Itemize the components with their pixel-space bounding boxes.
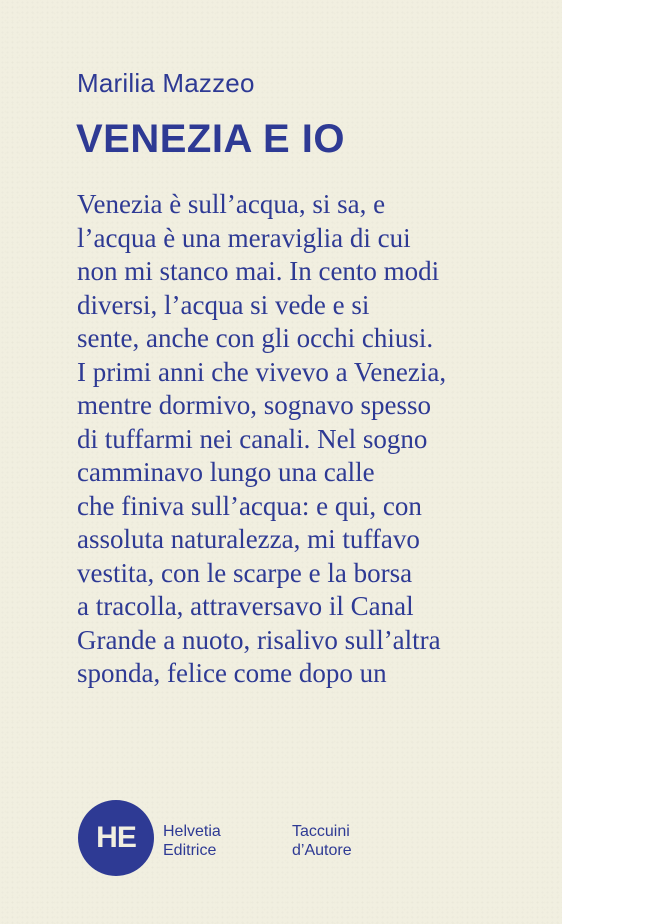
excerpt-line: sponda, felice come dopo un — [77, 658, 387, 688]
excerpt-line: assoluta naturalezza, mi tuffavo — [77, 524, 420, 554]
excerpt-line: camminavo lungo una calle — [77, 457, 375, 487]
excerpt-line: vestita, con le scarpe e la borsa — [77, 557, 413, 588]
author-name: Marilia Mazzeo — [77, 68, 255, 98]
excerpt-text — [77, 188, 547, 691]
excerpt-line: mentre dormivo, sognavo spesso — [77, 390, 431, 420]
excerpt-line: I primi anni che vivevo a Venezia, — [77, 356, 447, 387]
excerpt-line: Grande a nuoto, risalivo sull’altra — [77, 624, 441, 655]
excerpt-line: a tracolla, attraversavo il Canal — [77, 591, 414, 621]
excerpt-line: l’acqua è una meraviglia di cui — [77, 222, 411, 253]
publisher-logo — [78, 800, 154, 876]
excerpt-line: non mi stanco mai. In cento modi — [77, 256, 440, 286]
excerpt-line: sente, anche con gli occhi chiusi. — [77, 323, 434, 353]
book-title: VENEZIA E IO — [76, 117, 346, 161]
series-name-line: Taccuini — [292, 823, 350, 840]
publisher-name-line: Helvetia — [163, 823, 221, 840]
publisher-logo-text: HE — [96, 821, 136, 854]
series-name — [292, 822, 352, 860]
publisher-name-line: Editrice — [163, 842, 217, 859]
publisher-name — [163, 822, 221, 860]
series-name-line: d’Autore — [292, 842, 352, 859]
excerpt-line: di tuffarmi nei canali. Nel sogno — [77, 423, 428, 454]
excerpt-line: che finiva sull’acqua: e qui, con — [77, 490, 422, 521]
excerpt-line: diversi, l’acqua si vede e si — [77, 289, 370, 320]
excerpt-line: Venezia è sull’acqua, si sa, e — [77, 189, 386, 219]
